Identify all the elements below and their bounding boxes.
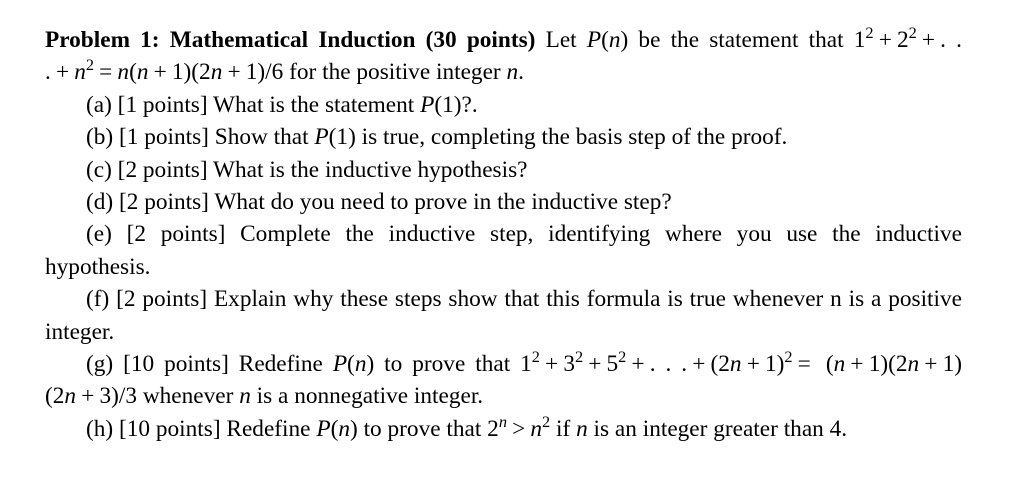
part-a: (a) [1 points] What is the statement P(1)?. <box>86 91 478 118</box>
part-b: (b) [1 points] Show that P(1) is true, completing the basis step of the proof. <box>86 124 788 151</box>
part-c: (c) [2 points] What is the inductive hypothesis? <box>86 156 528 183</box>
part-d-label: (d) [2 points] <box>86 189 209 216</box>
problem-title: Problem 1: Mathematical Induction (30 points) <box>45 27 536 53</box>
part-d: (d) [2 points] What do you need to prove in the inductive step? <box>86 189 672 216</box>
part-g-label: (g) [10 points] <box>86 351 229 378</box>
intro-positive: for the positive integer <box>289 59 501 86</box>
problem-statement: Problem 1: Mathematical Induction (30 points) Let P(n) be the statement that $1^2 + 2^2$ + . . . + $n^2 = n(n + 1)(2n + 1)/6$ for the positive integer n. <box>45 23 962 86</box>
sum-formula: $1^2 + 2^2$ + . . . + $n^2 = n(n + 1)(2n + 1)/6$ <box>45 23 962 86</box>
intro-let: Let <box>545 27 577 53</box>
part-g: (g) [10 points] Redefine P(n) to prove that $1^2 + 3^2 + 5^2$ + . . . + $(2n + 1)^2 = (n + 1)(2n + 1)(2n + 3)/3$ whenever n is a nonnegative integer. <box>45 347 962 410</box>
var-n: n <box>506 59 519 86</box>
intro-statement: be the statement that <box>638 27 844 53</box>
part-e-label: (e) [2 points] <box>86 221 226 248</box>
part-h-label: (h) [10 points] <box>86 415 221 442</box>
p-of-n: P <box>586 27 602 53</box>
part-c-label: (c) [2 points] <box>86 156 208 183</box>
part-e: (e) [2 points] Complete the inductive step, identifying where you use the inductive hypothesis. <box>45 221 962 280</box>
part-f-label: (f) [2 points] <box>86 286 208 313</box>
part-b-label: (b) [1 points] <box>86 124 209 151</box>
part-f: (f) [2 points] Explain why these steps show that this formula is true whenever n is a positive integer. <box>45 286 962 345</box>
part-h: (h) [10 points] Redefine P(n) to prove that $2^n > n^2$ if n is an integer greater than 4. <box>86 411 848 442</box>
part-a-label: (a) [1 points] <box>86 91 208 118</box>
